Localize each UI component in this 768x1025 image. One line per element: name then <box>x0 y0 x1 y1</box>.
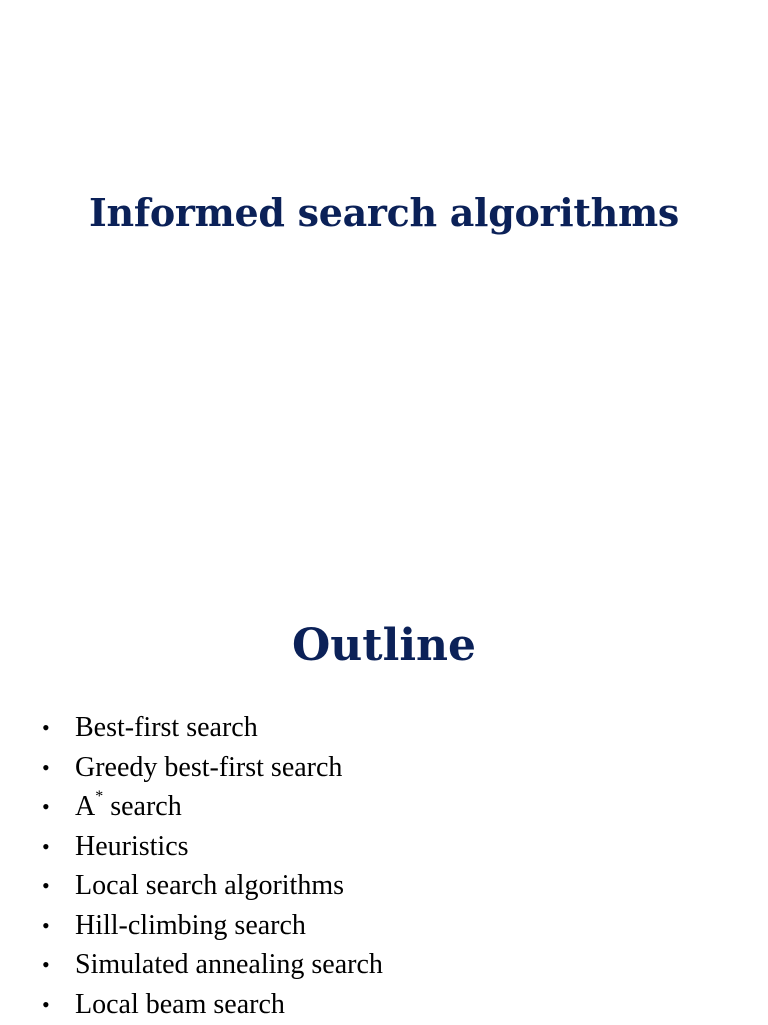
list-item-text: Simulated annealing search <box>75 949 383 980</box>
list-item-text <box>75 787 182 827</box>
outline-title: Outline <box>291 620 477 671</box>
bullet-icon: • <box>42 794 50 819</box>
list-item-prefix: A <box>75 791 96 822</box>
list-item-text: Heuristics <box>75 830 189 862</box>
slide-2 <box>0 576 768 1024</box>
bullet-icon: • <box>42 912 50 938</box>
bullet-icon: • <box>42 952 50 977</box>
bullet-icon: • <box>42 754 50 780</box>
list-item-text: Best-first search <box>75 712 258 743</box>
bullet-icon: • <box>42 873 50 898</box>
list-item-text: Greedy best-first search <box>75 751 343 783</box>
bullet-icon: • <box>42 991 50 1017</box>
bullet-icon: • <box>42 715 50 740</box>
list-item-text: Local beam search <box>75 988 285 1020</box>
slide-title: Informed search algorithms <box>89 190 679 235</box>
list-item-text: Hill-climbing search <box>75 909 306 941</box>
list-item-text: Local search algorithms <box>75 870 345 901</box>
superscript-asterisk: * <box>95 787 104 805</box>
bullet-icon: • <box>42 833 50 859</box>
list-item-suffix: search <box>103 791 182 822</box>
